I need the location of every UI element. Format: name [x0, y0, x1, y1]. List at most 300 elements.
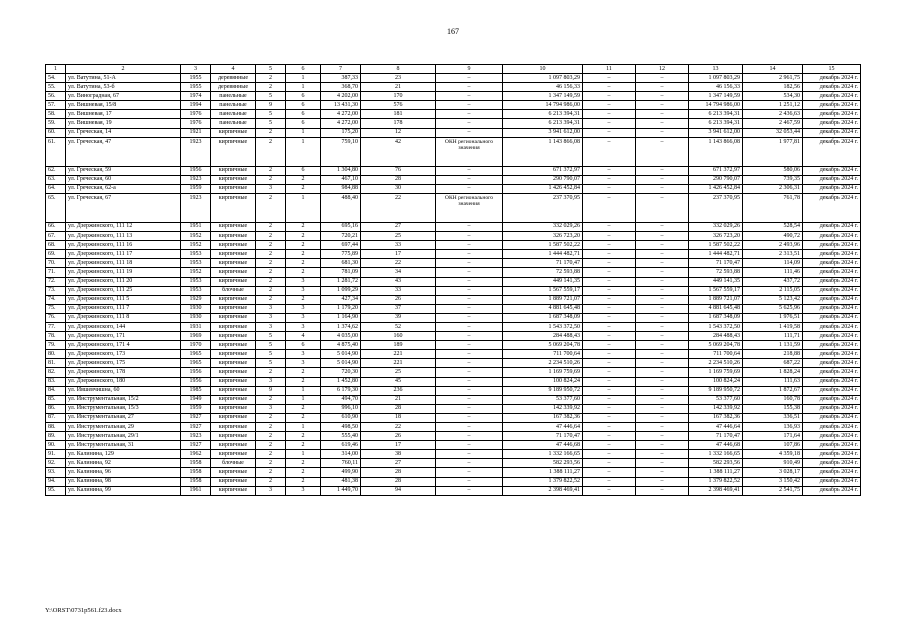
row-number-cell: 91. [46, 450, 66, 459]
address-cell: ул. Дзержинского, 171 [66, 332, 181, 341]
cost-total-cell: 1 388 111,27 [503, 468, 583, 477]
deadline-cell: декабрь 2024 г. [803, 432, 861, 441]
apartments-cell: 17 [361, 441, 436, 450]
cost-col-12-cell: – [636, 184, 689, 193]
floors-cell: 5 [256, 119, 286, 128]
cost-col-12-cell: – [636, 128, 689, 137]
entrances-cell: 2 [286, 404, 321, 413]
table-row [46, 250, 861, 259]
total-area-cell: 494,70 [321, 395, 361, 404]
floors-cell: 2 [256, 128, 286, 137]
cost-col-13-cell: 1 426 452,84 [689, 184, 743, 193]
cost-col-12-cell: – [636, 477, 689, 486]
cost-total-cell: 9 189 950,72 [503, 386, 583, 395]
apartments-cell: 30 [361, 184, 436, 193]
heritage-status-cell: – [436, 350, 503, 359]
cost-col-12-cell: – [636, 377, 689, 386]
cost-col-12-cell: – [636, 119, 689, 128]
heritage-status-cell: – [436, 128, 503, 137]
wall-material-cell: кирпичные [211, 477, 256, 486]
wall-material-cell: кирпичные [211, 259, 256, 268]
cost-total-cell: 14 794 986,00 [503, 101, 583, 110]
cost-per-m2-cell: 2 115,05 [743, 286, 803, 295]
cost-per-m2-cell: 3 028,17 [743, 468, 803, 477]
cost-per-m2-cell: 1 828,24 [743, 368, 803, 377]
floors-cell: 2 [256, 259, 286, 268]
row-number-cell: 79. [46, 341, 66, 350]
deadline-cell: декабрь 2024 г. [803, 450, 861, 459]
address-cell: ул. Калинина, 129 [66, 450, 181, 459]
entrances-cell: 2 [286, 459, 321, 468]
year-built-cell: 1956 [181, 368, 211, 377]
floors-cell: 2 [256, 193, 286, 222]
cost-col-11-cell: – [583, 404, 636, 413]
cost-col-13-cell: 1 567 559,17 [689, 286, 743, 295]
deadline-cell: декабрь 2024 г. [803, 413, 861, 422]
row-number-cell: 74. [46, 295, 66, 304]
cost-col-11-cell: – [583, 241, 636, 250]
floors-cell: 5 [256, 332, 286, 341]
entrances-cell: 2 [286, 413, 321, 422]
wall-material-cell: деревянные [211, 74, 256, 83]
row-number-cell: 58. [46, 110, 66, 119]
apartments-cell: 221 [361, 350, 436, 359]
year-built-cell: 1952 [181, 241, 211, 250]
cost-total-cell: 47 446,68 [503, 441, 583, 450]
deadline-cell: декабрь 2024 г. [803, 395, 861, 404]
cost-per-m2-cell: 1 977,81 [743, 137, 803, 166]
column-number-header: 15 [803, 65, 861, 74]
deadline-cell: декабрь 2024 г. [803, 286, 861, 295]
cost-col-11-cell: – [583, 432, 636, 441]
floors-cell: 2 [256, 232, 286, 241]
cost-col-11-cell: – [583, 295, 636, 304]
cost-total-cell: 2 398 469,41 [503, 486, 583, 495]
year-built-cell: 1949 [181, 395, 211, 404]
row-number-cell: 78. [46, 332, 66, 341]
wall-material-cell: кирпичные [211, 350, 256, 359]
total-area-cell: 1 164,90 [321, 313, 361, 322]
column-number-row [46, 65, 861, 74]
address-cell: ул. Греческая, 14 [66, 128, 181, 137]
heritage-status-cell: – [436, 341, 503, 350]
floors-cell: 2 [256, 441, 286, 450]
cost-col-11-cell: – [583, 286, 636, 295]
column-number-header: 5 [256, 65, 286, 74]
heritage-status-cell: – [436, 83, 503, 92]
floors-cell: 2 [256, 166, 286, 175]
address-cell: ул. Виноградная, 67 [66, 92, 181, 101]
row-number-cell: 86. [46, 404, 66, 413]
table-row [46, 486, 861, 495]
table-row [46, 193, 861, 222]
row-number-cell: 84. [46, 386, 66, 395]
floors-cell: 2 [256, 477, 286, 486]
floors-cell: 2 [256, 413, 286, 422]
year-built-cell: 1951 [181, 222, 211, 231]
cost-col-13-cell: 142 339,92 [689, 404, 743, 413]
address-cell: ул. Дзержинского, 144 [66, 322, 181, 331]
cost-col-12-cell: – [636, 83, 689, 92]
entrances-cell: 2 [286, 222, 321, 231]
cost-per-m2-cell: 111,71 [743, 332, 803, 341]
column-number-header: 8 [361, 65, 436, 74]
column-number-header: 1 [46, 65, 66, 74]
apartments-cell: 22 [361, 193, 436, 222]
total-area-cell: 996,10 [321, 404, 361, 413]
cost-col-12-cell: – [636, 92, 689, 101]
address-cell: ул. Ившевчишна, 60 [66, 386, 181, 395]
year-built-cell: 1962 [181, 450, 211, 459]
cost-per-m2-cell: 1 419,58 [743, 322, 803, 331]
cost-per-m2-cell: 5 123,42 [743, 295, 803, 304]
deadline-cell: декабрь 2024 г. [803, 101, 861, 110]
table-row [46, 450, 861, 459]
column-number-header: 9 [436, 65, 503, 74]
heritage-status-cell: – [436, 459, 503, 468]
heritage-status-cell: – [436, 477, 503, 486]
row-number-cell: 68. [46, 241, 66, 250]
cost-per-m2-cell: 114,09 [743, 259, 803, 268]
cost-per-m2-cell: 534,30 [743, 92, 803, 101]
address-cell: ул. Дзержинского, 175 [66, 359, 181, 368]
wall-material-cell: блочные [211, 459, 256, 468]
apartments-cell: 38 [361, 450, 436, 459]
cost-col-13-cell: 671 372,97 [689, 166, 743, 175]
cost-col-11-cell: – [583, 101, 636, 110]
heritage-status-cell: – [436, 332, 503, 341]
deadline-cell: декабрь 2024 г. [803, 193, 861, 222]
cost-total-cell: 6 213 394,31 [503, 119, 583, 128]
cost-col-11-cell: – [583, 477, 636, 486]
cost-per-m2-cell: 2 467,59 [743, 119, 803, 128]
address-cell: ул. Дзержинского, 111 20 [66, 277, 181, 286]
cost-per-m2-cell: 111,63 [743, 377, 803, 386]
row-number-cell: 67. [46, 232, 66, 241]
cost-col-12-cell: – [636, 441, 689, 450]
row-number-cell: 54. [46, 74, 66, 83]
year-built-cell: 1931 [181, 322, 211, 331]
entrances-cell: 2 [286, 432, 321, 441]
address-cell: ул. Греческая, 67 [66, 193, 181, 222]
column-number-header: 7 [321, 65, 361, 74]
deadline-cell: декабрь 2024 г. [803, 110, 861, 119]
deadline-cell: декабрь 2024 г. [803, 137, 861, 166]
page-number: 167 [447, 27, 459, 36]
entrances-cell: 2 [286, 268, 321, 277]
table-row [46, 259, 861, 268]
wall-material-cell: кирпичные [211, 193, 256, 222]
total-area-cell: 5 014,90 [321, 359, 361, 368]
apartments-cell: 21 [361, 83, 436, 92]
row-number-cell: 73. [46, 286, 66, 295]
cost-col-12-cell: – [636, 110, 689, 119]
cost-col-11-cell: – [583, 341, 636, 350]
row-number-cell: 57. [46, 101, 66, 110]
apartments-cell: 178 [361, 119, 436, 128]
table-row [46, 175, 861, 184]
heritage-status-cell: – [436, 184, 503, 193]
year-built-cell: 1952 [181, 268, 211, 277]
cost-col-11-cell: – [583, 259, 636, 268]
cost-per-m2-cell: 1 976,51 [743, 313, 803, 322]
entrances-cell: 6 [286, 101, 321, 110]
table-row [46, 368, 861, 377]
table-row [46, 350, 861, 359]
cost-total-cell: 46 156,33 [503, 83, 583, 92]
cost-col-11-cell: – [583, 119, 636, 128]
cost-col-13-cell: 1 097 803,29 [689, 74, 743, 83]
entrances-cell: 1 [286, 193, 321, 222]
entrances-cell: 6 [286, 110, 321, 119]
entrances-cell: 1 [286, 386, 321, 395]
cost-total-cell: 1 444 482,71 [503, 250, 583, 259]
heritage-status-cell: – [436, 423, 503, 432]
wall-material-cell: кирпичные [211, 295, 256, 304]
apartments-cell: 28 [361, 468, 436, 477]
row-number-cell: 61. [46, 137, 66, 166]
entrances-cell: 2 [286, 368, 321, 377]
cost-total-cell: 711 700,64 [503, 350, 583, 359]
cost-col-12-cell: – [636, 259, 689, 268]
floors-cell: 2 [256, 395, 286, 404]
cost-col-11-cell: – [583, 350, 636, 359]
deadline-cell: декабрь 2024 г. [803, 377, 861, 386]
address-cell: ул. Инструментальная, 29 [66, 423, 181, 432]
apartments-cell: 94 [361, 486, 436, 495]
floors-cell: 2 [256, 241, 286, 250]
entrances-cell: 6 [286, 119, 321, 128]
cost-col-12-cell: – [636, 232, 689, 241]
deadline-cell: декабрь 2024 г. [803, 459, 861, 468]
cost-per-m2-cell: 107,86 [743, 441, 803, 450]
apartments-cell: 22 [361, 259, 436, 268]
table-row [46, 83, 861, 92]
cost-per-m2-cell: 2 436,63 [743, 110, 803, 119]
deadline-cell: декабрь 2024 г. [803, 486, 861, 495]
cost-col-13-cell: 4 881 645,48 [689, 304, 743, 313]
cost-col-13-cell: 71 170,47 [689, 259, 743, 268]
year-built-cell: 1974 [181, 92, 211, 101]
total-area-cell: 4 272,00 [321, 110, 361, 119]
column-number-header: 12 [636, 65, 689, 74]
year-built-cell: 1965 [181, 350, 211, 359]
cost-total-cell: 1 097 803,29 [503, 74, 583, 83]
deadline-cell: декабрь 2024 г. [803, 322, 861, 331]
cost-col-11-cell: – [583, 304, 636, 313]
cost-total-cell: 284 488,43 [503, 332, 583, 341]
apartments-cell: 26 [361, 295, 436, 304]
apartments-cell: 25 [361, 368, 436, 377]
floors-cell: 3 [256, 304, 286, 313]
apartments-cell: 43 [361, 277, 436, 286]
year-built-cell: 1955 [181, 83, 211, 92]
entrances-cell: 2 [286, 295, 321, 304]
heritage-status-cell: – [436, 74, 503, 83]
cost-total-cell: 71 170,47 [503, 259, 583, 268]
year-built-cell: 1921 [181, 128, 211, 137]
address-cell: ул. Калинина, 99 [66, 486, 181, 495]
apartments-cell: 23 [361, 74, 436, 83]
cost-total-cell: 1 587 502,22 [503, 241, 583, 250]
apartments-cell: 28 [361, 477, 436, 486]
row-number-cell: 85. [46, 395, 66, 404]
deadline-cell: декабрь 2024 г. [803, 313, 861, 322]
floors-cell: 3 [256, 313, 286, 322]
year-built-cell: 1952 [181, 232, 211, 241]
apartments-cell: 33 [361, 241, 436, 250]
total-area-cell: 481,38 [321, 477, 361, 486]
cost-per-m2-cell: 2 313,51 [743, 250, 803, 259]
cost-col-13-cell: 71 170,47 [689, 432, 743, 441]
cost-col-13-cell: 1 687 348,09 [689, 313, 743, 322]
entrances-cell: 1 [286, 128, 321, 137]
total-area-cell: 720,21 [321, 232, 361, 241]
table-row [46, 432, 861, 441]
entrances-cell: 3 [286, 359, 321, 368]
cost-col-12-cell: – [636, 350, 689, 359]
entrances-cell: 2 [286, 175, 321, 184]
address-cell: ул. Калинина, 98 [66, 477, 181, 486]
heritage-status-cell: – [436, 92, 503, 101]
address-cell: ул. Дзержинского, 111 18 [66, 259, 181, 268]
heritage-status-cell: – [436, 395, 503, 404]
deadline-cell: декабрь 2024 г. [803, 477, 861, 486]
floors-cell: 2 [256, 295, 286, 304]
heritage-status-cell: – [436, 322, 503, 331]
year-built-cell: 1965 [181, 359, 211, 368]
cost-col-13-cell: 582 293,56 [689, 459, 743, 468]
cost-per-m2-cell: 1 251,12 [743, 101, 803, 110]
cost-total-cell: 326 723,20 [503, 232, 583, 241]
cost-col-13-cell: 2 398 469,41 [689, 486, 743, 495]
year-built-cell: 1970 [181, 341, 211, 350]
heritage-status-cell: – [436, 450, 503, 459]
cost-col-11-cell: – [583, 222, 636, 231]
table-row [46, 184, 861, 193]
year-built-cell: 1923 [181, 432, 211, 441]
wall-material-cell: панельные [211, 110, 256, 119]
cost-total-cell: 142 339,92 [503, 404, 583, 413]
cost-col-12-cell: – [636, 486, 689, 495]
cost-total-cell: 671 372,97 [503, 166, 583, 175]
cost-col-13-cell: 1 379 822,52 [689, 477, 743, 486]
cost-col-13-cell: 290 790,07 [689, 175, 743, 184]
cost-col-13-cell: 1 388 111,27 [689, 468, 743, 477]
wall-material-cell: кирпичные [211, 241, 256, 250]
entrances-cell: 2 [286, 477, 321, 486]
apartments-cell: 52 [361, 322, 436, 331]
wall-material-cell: кирпичные [211, 386, 256, 395]
cost-col-11-cell: – [583, 92, 636, 101]
column-number-header: 14 [743, 65, 803, 74]
cost-per-m2-cell: 490,72 [743, 232, 803, 241]
floors-cell: 5 [256, 359, 286, 368]
table-row [46, 232, 861, 241]
address-cell: ул. Дзержинского, 111 13 [66, 232, 181, 241]
floors-cell: 5 [256, 350, 286, 359]
cost-total-cell: 4 881 645,48 [503, 304, 583, 313]
row-number-cell: 93. [46, 468, 66, 477]
cost-total-cell: 1 889 721,07 [503, 295, 583, 304]
deadline-cell: декабрь 2024 г. [803, 259, 861, 268]
column-number-header: 11 [583, 65, 636, 74]
entrances-cell: 1 [286, 83, 321, 92]
apartments-cell: 26 [361, 432, 436, 441]
row-number-cell: 82. [46, 368, 66, 377]
cost-col-13-cell: 14 794 986,00 [689, 101, 743, 110]
heritage-status-cell: – [436, 368, 503, 377]
address-cell: ул. Инструментальная, 29/1 [66, 432, 181, 441]
cost-col-12-cell: – [636, 286, 689, 295]
total-area-cell: 387,33 [321, 74, 361, 83]
table-row [46, 413, 861, 422]
year-built-cell: 1959 [181, 404, 211, 413]
total-area-cell: 5 014,90 [321, 350, 361, 359]
deadline-cell: декабрь 2024 г. [803, 83, 861, 92]
wall-material-cell: кирпичные [211, 222, 256, 231]
row-number-cell: 62. [46, 166, 66, 175]
entrances-cell: 3 [286, 486, 321, 495]
cost-total-cell: 53 377,60 [503, 395, 583, 404]
heritage-status-cell: – [436, 313, 503, 322]
wall-material-cell: кирпичные [211, 232, 256, 241]
apartments-cell: 25 [361, 232, 436, 241]
floors-cell: 5 [256, 341, 286, 350]
column-number-header: 2 [66, 65, 181, 74]
table-row [46, 268, 861, 277]
row-number-cell: 59. [46, 119, 66, 128]
heritage-status-cell: – [436, 441, 503, 450]
floors-cell: 2 [256, 286, 286, 295]
cost-col-13-cell: 237 370,95 [689, 193, 743, 222]
row-number-cell: 89. [46, 432, 66, 441]
address-cell: ул. Дзержинского, 111 25 [66, 286, 181, 295]
floors-cell: 3 [256, 486, 286, 495]
total-area-cell: 6 179,30 [321, 386, 361, 395]
deadline-cell: декабрь 2024 г. [803, 359, 861, 368]
address-cell: ул. Вишневая, 19 [66, 119, 181, 128]
total-area-cell: 759,10 [321, 137, 361, 166]
wall-material-cell: кирпичные [211, 432, 256, 441]
cost-col-13-cell: 9 189 950,72 [689, 386, 743, 395]
row-number-cell: 69. [46, 250, 66, 259]
entrances-cell: 3 [286, 304, 321, 313]
cost-col-13-cell: 3 941 612,00 [689, 128, 743, 137]
cost-per-m2-cell: 111,46 [743, 268, 803, 277]
cost-col-11-cell: – [583, 184, 636, 193]
floors-cell: 9 [256, 101, 286, 110]
apartments-cell: 76 [361, 166, 436, 175]
wall-material-cell: кирпичные [211, 322, 256, 331]
apartments-cell: 18 [361, 413, 436, 422]
table-row [46, 110, 861, 119]
column-number-header: 13 [689, 65, 743, 74]
total-area-cell: 1 179,20 [321, 304, 361, 313]
cost-col-12-cell: – [636, 386, 689, 395]
apartments-cell: 39 [361, 313, 436, 322]
year-built-cell: 1976 [181, 110, 211, 119]
heritage-status-cell: – [436, 304, 503, 313]
deadline-cell: декабрь 2024 г. [803, 304, 861, 313]
apartments-cell: 21 [361, 395, 436, 404]
cost-per-m2-cell: 1 872,67 [743, 386, 803, 395]
cost-col-13-cell: 2 234 510,26 [689, 359, 743, 368]
deadline-cell: декабрь 2024 г. [803, 332, 861, 341]
year-built-cell: 1976 [181, 119, 211, 128]
cost-total-cell: 1 347 149,59 [503, 92, 583, 101]
row-number-cell: 92. [46, 459, 66, 468]
